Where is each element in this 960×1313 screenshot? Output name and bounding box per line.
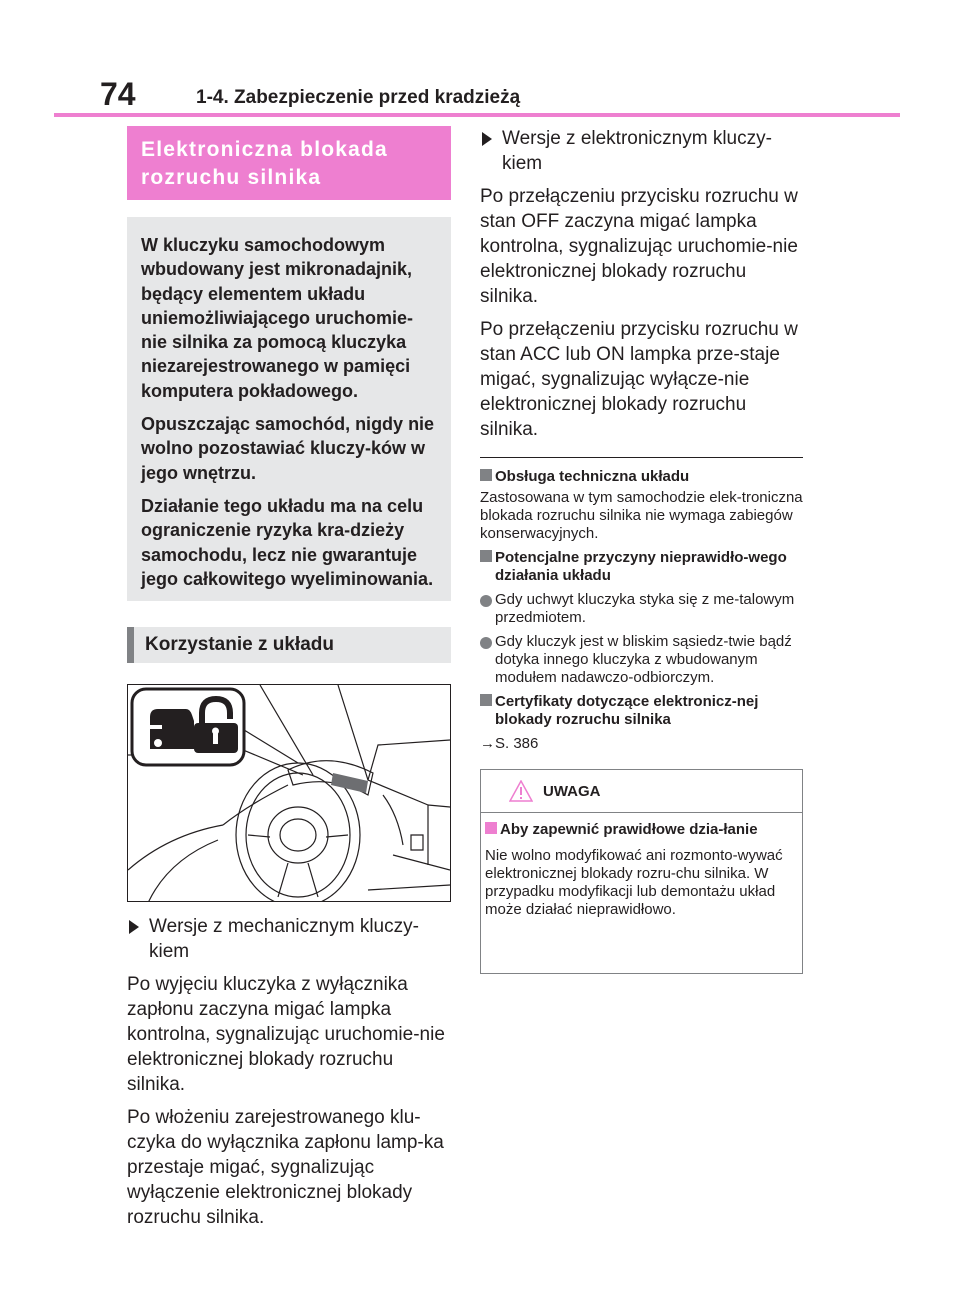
triangle-bullet-icon [482, 132, 492, 146]
elec-key-heading-text: Wersje z elektronicznym kluczy-kiem [502, 128, 772, 174]
causes-heading [480, 549, 803, 585]
elec-key-heading [480, 126, 803, 176]
immobilizer-lock-icon [132, 689, 244, 765]
header-rule [54, 113, 900, 117]
square-bullet-icon [480, 550, 492, 562]
square-bullet-icon [480, 469, 492, 481]
cause-item-text: Gdy uchwyt kluczyka styka się z me-talowym przedmiotem. [495, 591, 795, 626]
section-title: Elektroniczna blokada rozruchu silnika [127, 126, 451, 200]
causes-heading-text: Potencjalne przyczyny nieprawidło-wego działania układu [495, 549, 787, 584]
section-rule [480, 457, 803, 458]
intro-paragraph: W kluczyku samochodowym wbudowany jest mikronadajnik, będący elementem układu uniemożliwiającego uruchomie-nie silnika za pomocą kluczyka niezarejestrowanego w pamięci komputera pokładowego. [141, 235, 414, 401]
maintenance-text: Zastosowana w tym samochodzie elek-troniczna blokada rozruchu silnika nie wymaga zabiegów konserwacyjnych. [480, 489, 803, 542]
certificates-reference-link[interactable]: →S. 386 [480, 735, 539, 752]
warning-content [481, 813, 802, 919]
page-number: 74 [100, 76, 136, 112]
maintenance-heading-text: Obsługa techniczna układu [495, 468, 690, 485]
square-bullet-icon [480, 694, 492, 706]
dashboard-drawing [128, 685, 451, 902]
warning-title [481, 770, 802, 813]
square-bullet-icon [485, 822, 497, 834]
warning-label: UWAGA [543, 783, 601, 800]
intro-paragraph: Działanie tego układu ma na celu ograniczenie ryzyka kra-dzieży samochodu, lecz nie gwarantuje jego całkowitego wyeliminowania. [141, 495, 434, 589]
mech-key-heading-text: Wersje z mechanicznym kluczy-kiem [149, 916, 419, 962]
left-column [127, 126, 451, 1230]
lamp-location [331, 773, 368, 793]
cause-item-text: Gdy kluczyk jest w bliskim sąsiedz-twie bądź dotyka innego kluczyka z wbudowanym modułem nadawczo-odbiorczym. [495, 633, 792, 686]
intro-box [127, 217, 451, 601]
page-header [0, 0, 960, 120]
warning-box [480, 769, 803, 974]
warning-text: Nie wolno modyfikować ani rozmonto-wywać elektronicznej blokady rozru-chu silnika. W przypadku modyfikacji lub demontażu układ może działać nieprawidłowo. [485, 847, 783, 918]
mech-key-paragraph-1: Po wyjęciu kluczyka z wyłącznika zapłonu zaczyna migać lampka kontrolna, sygnalizując uruchomie-nie elektronicznej blokady rozruchu silnika. [127, 974, 445, 1095]
cause-item [480, 633, 803, 687]
warning-heading-text: Aby zapewnić prawidłowe dzia-łanie [500, 821, 758, 838]
warning-triangle-icon [509, 780, 533, 802]
right-column [480, 126, 803, 974]
usage-heading [127, 627, 451, 663]
elec-key-paragraph-1: Po przełączeniu przycisku rozruchu w stan OFF zaczyna migać lampka kontrolna, sygnalizując uruchomie-nie elektronicznej blokady rozruchu silnika. [480, 186, 798, 307]
usage-title: Korzystanie z układu [145, 634, 334, 655]
intro-paragraph: Opuszczając samochód, nigdy nie wolno pozostawiać kluczy-ków w jego wnętrzu. [141, 414, 435, 483]
warning-heading [485, 821, 796, 839]
elec-key-paragraph-2: Po przełączeniu przycisku rozruchu w stan ACC lub ON lampka prze-staje migać, sygnalizując wyłącze-nie elektronicznej blokady rozruchu silnika. [480, 319, 798, 440]
circle-bullet-icon [480, 637, 492, 649]
chapter-title: 1-4. Zabezpieczenie przed kradzieżą [196, 87, 521, 108]
mech-key-heading [127, 914, 451, 964]
triangle-bullet-icon [129, 920, 139, 934]
dashboard-illustration [127, 684, 451, 902]
certificates-heading-text: Certyfikaty dotyczące elektronicz-nej blokady rozruchu silnika [495, 693, 759, 728]
cause-item [480, 591, 803, 627]
circle-bullet-icon [480, 595, 492, 607]
certificates-heading [480, 693, 803, 729]
maintenance-heading [480, 468, 803, 486]
mech-key-paragraph-2: Po włożeniu zarejestrowanego klu-czyka do wyłącznika zapłonu lamp-ka przestaje migać, sygnalizując wyłączenie elektronicznej blokady rozruchu silnika. [127, 1107, 444, 1228]
